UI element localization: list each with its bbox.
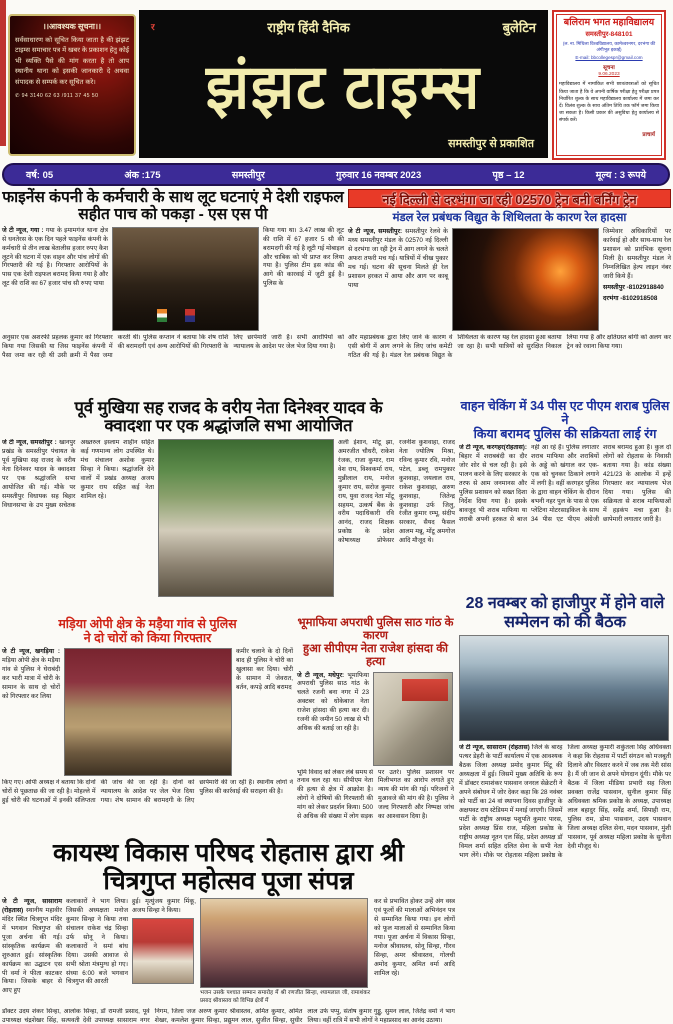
headline [2,617,293,645]
dateline-date: गुरुवार 16 नवम्बर 2023 [336,170,422,181]
article-continuation: और महाप्रबंधक द्वारा लिए जाने के कारण वे एसी बोगी में आग लगने के लिए जांच कमेटी गठित की गई है। मंडल रेल प्रबंधक विद्युत के शिथिलता के कारण यह रेल हादसा हुआ बताया जा रहा है। सभी यात्रियों को सुरक्षित निकाल लिया गया है और क्षतिग्रस्त बोगी को अलग कर ट्रेन को रवाना किया गया। [348,334,671,359]
headline-line2: चित्रगुप्त महोत्सव पूजा संपन्न [103,867,354,895]
body-text: मड़िया ओपी क्षेत्र के मड़ैया गांव से पुलिस ने घेराबंदी कर भारी मात्रा में चोरी के सामान के साथ दो चोरों को गिरफ्तार कर लिया [2,656,60,700]
headline-line1: वाहन चेकिंग में 34 पीस एट पीएम शराब पुलिस ने [460,399,670,427]
article-column [348,228,448,331]
body-text: जिम्मेवार अधिकारियों पर कार्रवाई हो और साथ-साथ रेल प्रशासन को प्रारंभिक सूचना मिली है। समस्तीपुर मंडल ने निम्नलिखित हेल्प लाइन नंबर जारी किये हैं। [603,228,671,280]
byline: जे टी न्यूज, गया : [2,226,46,234]
byline: जे टी न्यूज, समस्तीपुर: [348,228,406,235]
masthead [139,10,548,158]
article-column: किया गया था। 3.47 लाख की लूट की राशि में 67 हजार 5 सौ की बरामदगी की गई है लूटी गई मोबाइल और चाबिक को भी प्राप्त कर लिया गया है। पुलिस टीम इस कांड की आगे की कारवाई में जुटी हुई है। पुलिस के [263,226,344,288]
ad-address: समस्तीपुर-848101 [585,31,633,39]
helpline-darbhanga: दरभंगा -8102918508 [603,294,658,302]
masthead-publisher: समस्तीपुर से प्रकाशित [448,138,534,150]
ad-body: महाविद्यालय में नामांकित सभी छात्र/छात्राओं को सूचित किया जाता है कि वे अपनी वार्षिक परीक्षा हेतु परीक्षा प्रपत्र निर्धारित शुल्क के साथ महाविद्यालय कार्यालय में जमा कर दें। विलंब शुल्क के साथ अंतिम तिथि तक फॉर्म जमा किया जा सकता है। किसी प्रकार की असुविधा हेतु कार्यालय से संपर्क करें। [559,82,659,124]
subheadline: मंडल रेल प्रबंधक विद्युत के शिथिलता के कारण रेल हादसा [392,212,627,224]
notice-title: ।।आवश्यक सूचना।। [42,22,102,31]
article-burning-train [348,189,671,387]
headline-line1: भूमाफिया अपराधी पुलिस साठ गांठ के कारण [297,617,454,642]
photo-with-caption [200,898,370,1005]
headline-line1: कायस्थ विकास परिषद रोहतास द्वारा श्री [52,839,404,867]
headline: फाइनेंस कंपनी के कर्मचारी के साथ लूट घटनाएं मे देशी राइफल सहीत पाच को पकड़ा - एस एस पी [2,189,344,224]
phone-icon: ✆ [15,92,20,99]
article-column: कमीर चलाने के दो दिनों बाद ही पुलिस ने चोरी का खुलासा कर दिया। चोरी के सामान में जेवरात, बर्तन, कपड़े आदि बरामद [236,648,293,691]
headline [2,839,455,895]
byline: जे टी न्यूज, करगहर(रोहतास): [459,444,527,451]
headline-line2: किया बरामद पुलिस की सक्रियता लाई रंग [473,427,657,441]
important-notice-box [8,14,136,156]
body-text: भूमाफिया अपराधी पुलिस साठ गांठ के चलते रजनी बना नगर में 23 अक्टबर को धोकेबाज नेता राजेश हांसदा की हत्या कर दी। रजनी की जमीन 50 लाख से भी अधिक की बताई जा रही है। [297,671,369,733]
ad-notice-label: सूचना [603,65,615,72]
article-columns-right: अली ईशान, मोंटू झा, अमरजीत चौधरी, राकेश रंजक, राजा कुमार, राम वेश राय, विश्वकर्मा राय, मुन्नीलाल राय, मनोज कुमार राय, सरोज कुमार राय, युवा राजद नेता मोंटू सहयम, उत्कर्ष बैंक के वरीय पदाधिकारी रवि आनंद, राजद शिक्षक प्रकोष्ठ के प्रदेश कोषाध्यक्ष प्रोफेसर रजनीश कुशवाहा, राजद नेता ज्योतिष मिश्रा, रविन्द कुमार रवि, मनोज पटेल, डब्लू रामपुकार कुशवाहा, जयलाल राय, राकेश कुशवाहा, अरुण कुशवाहा, जितेन्द्र कुशवाहा उर्फ जिलु, रंजीत कुमार रम्भू, संदीप सरकार, सैयद फैसल आलम मन्नू, मोंटू अमगोज आदि मौजूद थे। [338,438,455,545]
headline-red-box: नई दिल्ली से दरभंगा जा रही 02570 ट्रेन बनी बर्निंग ट्रेन [348,189,671,208]
body-text: स्थानीय महावीर मंदिर स्थित चित्रगुप्त मंदिर में भगवान चित्रगुप्त की पूजा अर्चना की गई। सांस्कृतिक कार्यक्रम की शुरुआत हुई। सांस्कृतिक कार्यक्रम का उद्घाटन एस पी वर्मा ने फीता काटकर किया। जिसके बाहर से आए हुए [2,906,62,995]
article-column [603,228,671,331]
dateline-price: मूल्य : 3 रूपये [595,170,646,181]
headline [459,399,671,441]
article-column [2,898,62,1005]
byline: जे टी न्यूज, सासाराम (रोहतास) [2,898,62,914]
headline [2,399,455,436]
headline-line1: मड़िया ओपी क्षेत्र के मड़ैया गांव से पुलिस [58,617,237,631]
article-column [297,672,369,766]
ad-signature: प्राचार्य [642,131,655,138]
notice-body: सर्वसाधारण को सूचित किया जाता है की झंझट टाइम्स समाचार पत्र में खबर के प्रकाशन हेतु कोई भी व्यक्ति पैसे की मांग करता है तो आप स्थानीय थाना को इसकी जानकारी दे अथवा संपादक से सम्पर्क कर सूचित करे। [15,37,130,86]
headline-line2: ने दो चोरों को किया गिरफ्तार [83,631,212,645]
body-text: बिहार में शराबबंदी का दौर जोर शोर से चल रही है। इसे पालन करने के लिए सरकार के तरफ से आम जनमानस और पुलिस प्रशासन को सख्त दिशा निर्देश दिया गया है। इसके बावजूद भी शराब माफिया या शराबी अपनी हरकत से बाज नहीं आ रहे हैं। पुलिस लगातार शराब माफिया और शराबियों के अड्डे को खंगाल कर एक-एक को चुनकर ठिकाने लगाने में लगी है। वहीं करगहर पुलिस के द्वारा वाहन चेकिंग के दौरान बभनी नहर पुल के पास से एक प्लेटिना मोटरसाइकिल के साथ 34 पीस एट पीएम अंग्रेजी शराब बरामद हुआ है। कुल दो लोगों को रोहतास के निवासी बताया गया है। कांड संख्या 421/23 के आलोक में इन्हें गिरफ्तार कर न्यायालय भेज दिया गया। पुलिस की सक्रियता से शराब माफियाओं में हड़कंप मचा हुआ है। छापेमारी लगातार जारी है। [459,444,671,523]
article-columns-left [2,439,154,599]
body-text: जिले के बारह पत्थर डेहरी के पार्टी कार्यालय में एक आवश्यक बैठक जिला अध्यक्ष प्रमोद कुमार मिंटू की अध्यक्षता में हुई। जिसमें मुख्य अतिथि के रूप में डॉक्टर रामाशंकर पासवान जनरल सेक्रेटरी ने अपने संबोधन में जोर देकर कहा कि 28 नवंबर को पार्टी का 24 वां स्थापना दिवस हाजीपुर के अक्षयवट राय स्टेडियम में मनाई जाएगी। जिसमें पार्टी के राष्ट्रीय अध्यक्ष पशुपति कुमार पारस, प्रदेश अध्यक्ष प्रिंस राज, महिला प्रकोष्ठ के राष्ट्रीय अध्यक्ष नूतन एल सिंह, प्रदेश अध्यक्ष डॉ विमल शर्मा सहित दलित सेना के सभी नेता भाग लेंगे। मौके पर रोहतास महिला प्रकोष्ठ के जिला अध्यक्ष कुमारी शकुंतला सिंह अधिवक्ता ने कहा कि रोहतास में पार्टी संगठन को मजबूती दिलाने और विस्तार करने में जब तक मेरी सांस है। मैं जी जान से अपने योगदान दूंगी। मौके पर बैठक में जिला मीडिया प्रभारी सह जिला प्रवक्ता राजेंद्र पासवान, सुनील कुमार सिंह अधिवक्ता श्रमिक प्रकोष्ठ के अध्यक्ष, उपाध्यक्ष लाल बहादुर सिंह, सर्वेंद्र शर्मा, सिपाही राम, पुलिस राम, डोमा पासवान, उदय पासवान जिला अध्यक्ष दलित सेना, मदन पासवान, मुंशी पासवान, पूर्व अध्यक्ष महिला प्रकोष्ठ के सुनीता देवी मौजूद थे। [459,744,671,859]
dateline-issue: अंक :175 [124,170,161,181]
dateline-pages: पृष्ठ – 12 [492,170,525,181]
masthead-tagline: राष्ट्रीय हिंदी दैनिक [267,20,350,35]
headline-line2: हुआ सीपीएम नेता राजेश हांसदा की हत्या [302,642,449,668]
byline: जे टी न्यूज, समस्तीपुर : [2,438,60,446]
article-continuation: किए गए। ओपी अध्यक्ष ने बताया कि दोनों चोरों से पूछताछ की जा रही है। मोहल्ले में हुई चोरी की घटनाओं में इनकी संलिप्तता की जांच की जा रही है। दोनों को न्यायालय के आदेश पर जेल भेज दिया गया। शेष सामान की बरामदगी के लिए छापेमारी की जा रही है। स्थानीय लोगों ने पुलिस की कार्रवाई की सराहना की है। [2,779,293,804]
article-continuation: अनुसार एक अशरफी प्रहलक कुमार को गिरफ्तार किया गया जिसकी या जिस फाइनेंस कंपनी में पैसा जमा कर रही थी उसी क्रमी में पैसा जमा करती थी। पुलिस कप्तान ने बताया कि शेष राशि की बरामदगी एवं अन्य आरोपियों की गिरफ्तारी के लिए छापेमारी जारी है। सभी आरोपियों को न्यायालय के आदेश पर जेल भेज दिया गया है। [2,333,344,359]
helpline-samastipur: समस्तीपुर -8102918840 [603,283,664,291]
body-text: गया के इमामगंज थाना क्षेत्र से धनतेरस के एक दिन पहले फाइनेंस कंपनी के कर्मचारी से तीन लाख बेतालीस हजार रुपए कैश लूटने की घटना में एक वाहन और पांच लोगों की गिरफ्तारी की गई है। गिरफ्तार आरोपियों के पास एक देशी राइफल बरामद किया गया है और लूट की राशि का 67 हजार पांच सौ रुपए पाया [2,226,108,288]
article-shraddhanjali [2,399,455,599]
pooja-ritual-photo [132,918,194,984]
article-column [2,648,60,776]
college-ad [552,10,666,160]
phone-number: 94 3140 62 63 /911 37 45 50 [21,92,99,99]
mahotsav-crowd-photo [200,898,368,988]
arrested-thieves-photo [64,648,232,776]
article-madiya-theft [2,617,293,835]
article-hajipur-sammelan [459,594,671,982]
headline: 28 नवम्बर को हाजीपुर में होने वाले सम्मेलन को की बैठक [465,595,665,632]
ad-email: E-mail: bbcollegespr@gmail.com [575,55,643,61]
police-seizure-photo [112,227,259,331]
body-text: खानपुर प्रखंड के समस्तीपुर पंचायत के पूर्व मुखिया सह राजद के वरीय नेता दिनेश्वर यादव के क्वादशा पर एक श्रद्धांजलि सभा आयोजित की गई। मौके पर समस्तीपुर विधायक सह बिहार विधानसभा के उप मुख्य सचेतक अख्तरुल इस्लाम शाहीन सहित कई गणमान्य लोग उपस्थित थे। मंच संचालन अशोक कुमार सिन्हा ने किया। श्रद्धांजलि देने वालों में प्रखंड अध्यक्ष अजय कुमार राय सहित कई नेता शामिल रहे। [2,438,154,509]
body-text: समस्तीपुर रेलवे के मध्य समस्तीपुर मंडल के 02570 नई दिल्ली से दरभंगा जा रही ट्रेन में आग लगने के चलते अफरा तफरी मच गई। यात्रियों में चीख पुकार मच गई। घटना की सूचना मिलते ही रेल प्रशासन हरकत में आया और आग पर काबू पाया [348,228,448,289]
ad-college-name: बलिराम भगत महाविद्यालय [563,17,655,28]
byline: जे टी न्यूज, मधेपुर: [297,671,348,679]
tribute-gathering-photo [158,439,334,597]
masthead-bulletin: बुलेटिन [502,20,536,35]
india-flag-icon [157,309,167,322]
dateline-bar [2,163,670,186]
article-sharab-baramad [459,399,671,616]
byline: जे टी न्यूज, खगड़िया : [2,648,60,655]
ad-affiliation: (ल. ना. मिथिला विश्वविद्यालय, कामेश्वरनगर, दरभंगा की अंगीभूत इकाई) [562,41,656,53]
article-column [2,227,108,331]
article-chitragupt-mahotsav [2,839,455,1024]
article-column: कर से प्रभावित होकर उन्हें अंग वस्त्र एवं फूलों की मालाओं अभिनंदन पत्र से सम्मानित किया गया। इन लोगों को फूल मालाओं से सम्मानित किया गया। पूजा अर्चना में विकास सिन्हा, मनोज श्रीवास्तव, सोनू सिन्हा, गौरव सिन्हा, अमर श्रीवास्तव, गोलची अमोद कुमार, अमित वर्मा आदि शामिल रहे। [374,898,455,977]
article-mini-column [132,898,196,1005]
headline [297,617,454,669]
article-column: कलाकारों ने भाग लिया। जिसकी अध्यक्षता मनोज कुमार सिन्हा ने किया तथा संचालन राकेश चंद्र सिन्हा उर्फ सोनू ने किया। कलाकारों ने समां बांध दिया। उसकी आवाज से सभी श्रोता मंत्रमुग्ध हो गए। संध्या 6:00 बजे भगवान चित्रगुप्त की आरती [66,898,128,986]
article-columns [459,444,671,616]
ad-date: 9.06.2023 [598,72,620,78]
headline-line1: पूर्व मुखिया सह राजद के वरीय नेता दिनेश्वर यादव के [74,399,383,417]
masthead-mark: र [151,22,155,32]
article-continuation: डॉक्टर उदय शंकर सिन्हा, आलोक सिन्हा, डॉ रामजी प्रसाद, पूर्व उपाध्यक्ष चंद्रशेखर सिंह, सत्यवती देवी उपाध्यक्ष सासाराम नगर निगम, जिला जज अरुण कुमार श्रीवास्तव, अमित कुमार, अमित शेखर, कमलेश कुमार सिन्हा, प्रद्युमन लाल, सुजीत सिन्हा, सुधीर लाल उर्फ पप्पु, संतोष कुमार गुड्डू, सुमन लाल, जितेंद्र वर्मा ने भाग लिया। वहीं रात्रि में सभी लोगों ने महाप्रसाद का आनंद उठाया। [2,1008,455,1024]
article-finance-loot [2,189,344,391]
left-edge-strip [0,0,6,146]
police-flag-icon [185,309,195,322]
dateline-place: समस्तीपुर [231,170,265,181]
photo-caption: भजन उसके पश्चात सम्मान समारोह में श्री रणजीत सिन्हा, श्यामलाल जी, रामाशंकर प्रसाद श्रीवास्तव को विभिन्न क्षेत्रों में [200,990,370,1004]
body-text: हुई। मृत्युंजय कुमार मिंकू, अजय सिन्हा ने किया। [132,898,196,914]
article-columns [459,744,671,982]
article-continuation: भूमि विवाद को लेकर लंबे समय से तनाव चल रहा था। सीपीएम नेता की हत्या से क्षेत्र में आक्रोश है। लोगों ने दोषियों की गिरफ्तारी की मांग को लेकर प्रदर्शन किया। 500 से अधिक की संख्या में लोग सड़क पर उतरे। पुलिस प्रशासन पर मिलीभगत का आरोप लगाते हुए न्याय की मांग की गई। परिजनों ने मुआवजे की मांग की है। पुलिस ने जल्द गिरफ्तारी और निष्पक्ष जांच का आश्वासन दिया है। [297,768,454,821]
notice-phone [15,93,129,99]
newspaper-title: झंझट टाइम्स [205,52,482,122]
headline-line2: क्वादशा पर एक श्रद्धांजलि सभा आयोजित [104,417,353,436]
party-meeting-photo [459,635,669,741]
article-bhumafia-murder [297,617,454,873]
protest-goods-photo [373,672,453,766]
byline: जे टी न्यूज, सासाराम (रोहतास) [459,744,532,752]
dateline-year: वर्ष: 05 [26,170,54,181]
train-fire-photo [452,228,599,331]
